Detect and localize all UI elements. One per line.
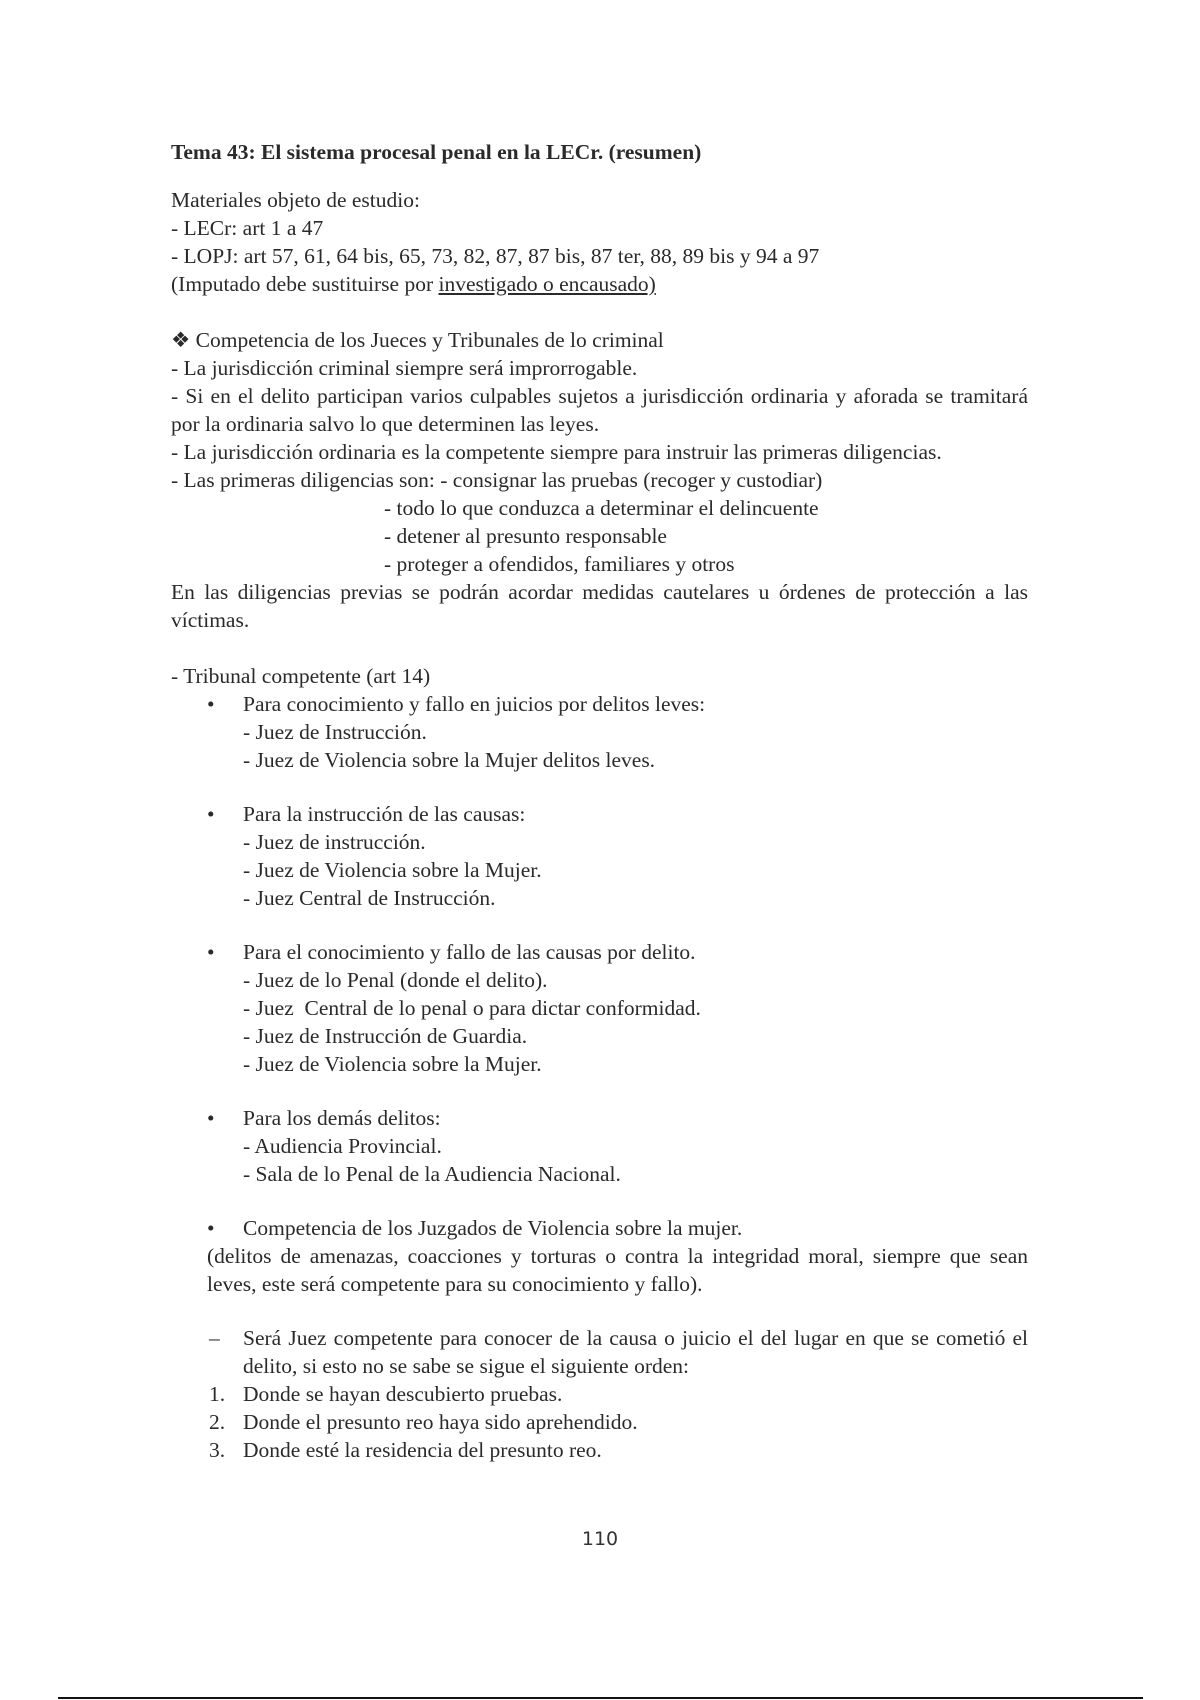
tribunal-item: - Juez de Violencia sobre la Mujer. xyxy=(243,858,542,882)
bullet-icon: • xyxy=(207,692,215,716)
tribunal-item: - Juez Central de Instrucción. xyxy=(243,886,496,910)
diligencias-intro: - Las primeras diligencias son: - consignar las pruebas (recoger y custodiar) xyxy=(171,468,823,492)
violencia-note: (delitos de amenazas, coacciones y torturas o contra la integridad moral, siempre que sean leves, este será competente para su conocimiento y fallo). xyxy=(207,1244,1028,1296)
page-number: 110 xyxy=(581,1528,619,1550)
tribunal-group-label: • Para la instrucción de las causas: xyxy=(207,802,526,826)
tribunal-item: - Juez de Violencia sobre la Mujer. xyxy=(243,1052,542,1076)
materials-note-prefix: (Imputado debe sustituirse por xyxy=(171,272,439,296)
dash-bullet-icon: – xyxy=(209,1326,220,1350)
materials-lopj: - LOPJ: art 57, 61, 64 bis, 65, 73, 82, 87, 87 bis, 87 ter, 88, 89 bis y 94 a 97 xyxy=(171,244,820,268)
tribunal-item: - Sala de lo Penal de la Audiencia Nacional. xyxy=(243,1162,621,1186)
competencia-paragraph-2: - Si en el delito participan varios culpables sujetos a jurisdicción ordinaria y aforada se tramitará por la ordinaria salvo lo que determinen las leyes. xyxy=(171,384,1028,436)
page-title: Tema 43: El sistema procesal penal en la LECr. (resumen) xyxy=(171,140,702,164)
bullet-icon: • xyxy=(207,1106,215,1130)
materials-lecr: - LECr: art 1 a 47 xyxy=(171,216,324,240)
tribunal-item: - Juez de instrucción. xyxy=(243,830,426,854)
bullet-icon: • xyxy=(207,940,215,964)
competencia-paragraph-1: - La jurisdicción criminal siempre será improrrogable. xyxy=(171,356,638,380)
bottom-divider xyxy=(58,1697,1143,1699)
diligencia-item: - proteger a ofendidos, familiares y otros xyxy=(384,552,735,576)
tribunal-group xyxy=(171,800,1028,912)
diamond-bullet-icon: ❖ xyxy=(171,328,191,352)
diligencia-item: - detener al presunto responsable xyxy=(384,524,667,548)
bullet-icon: • xyxy=(207,1216,215,1240)
tribunal-group-label: • Para conocimiento y fallo en juicios por delitos leves: xyxy=(207,692,706,716)
document-page xyxy=(171,138,1028,1464)
tribunal-item: - Juez de lo Penal (donde el delito). xyxy=(243,968,548,992)
materials-note-underlined: investigado o encausado) xyxy=(438,272,656,296)
tribunal-item: - Audiencia Provincial. xyxy=(243,1134,442,1158)
tribunal-group xyxy=(171,1104,1028,1188)
tribunal-group xyxy=(171,938,1028,1078)
materials-note xyxy=(171,270,1028,298)
tribunal-item: - Juez Central de lo penal o para dictar conformidad. xyxy=(243,996,701,1020)
tribunal-group-label: • Para el conocimiento y fallo de las causas por delito. xyxy=(207,940,696,964)
materials-heading: Materiales objeto de estudio: xyxy=(171,188,420,212)
tribunal-group xyxy=(171,690,1028,774)
lugar-order-item: 3. Donde esté la residencia del presunto reo. xyxy=(209,1438,602,1462)
bullet-icon: • xyxy=(207,802,215,826)
tribunal-item: - Juez de Instrucción de Guardia. xyxy=(243,1024,528,1048)
competencia-heading-text: Competencia de los Jueces y Tribunales de lo criminal xyxy=(195,328,664,352)
tribunal-item: - Juez de Instrucción. xyxy=(243,720,427,744)
diligencia-item: - todo lo que conduzca a determinar el delincuente xyxy=(384,496,819,520)
tribunal-heading: - Tribunal competente (art 14) xyxy=(171,664,431,688)
competencia-paragraph-3: - La jurisdicción ordinaria es la competente siempre para instruir las primeras diligencias. xyxy=(171,440,942,464)
competencia-paragraph-4: En las diligencias previas se podrán acordar medidas cautelares u órdenes de protección a las víctimas. xyxy=(171,580,1028,632)
lugar-order-item: 2. Donde el presunto reo haya sido aprehendido. xyxy=(209,1410,638,1434)
tribunal-item: - Juez de Violencia sobre la Mujer delitos leves. xyxy=(243,748,656,772)
competencia-heading xyxy=(171,326,1028,354)
lugar-paragraph: – Será Juez competente para conocer de la causa o juicio el del lugar en que se cometió el delito, si esto no se sabe se sigue el siguiente orden: xyxy=(209,1326,1028,1378)
tribunal-group-label: • Para los demás delitos: xyxy=(207,1106,441,1130)
lugar-order-item: 1. Donde se hayan descubierto pruebas. xyxy=(209,1382,563,1406)
violencia-label: • Competencia de los Juzgados de Violencia sobre la mujer. xyxy=(207,1216,743,1240)
